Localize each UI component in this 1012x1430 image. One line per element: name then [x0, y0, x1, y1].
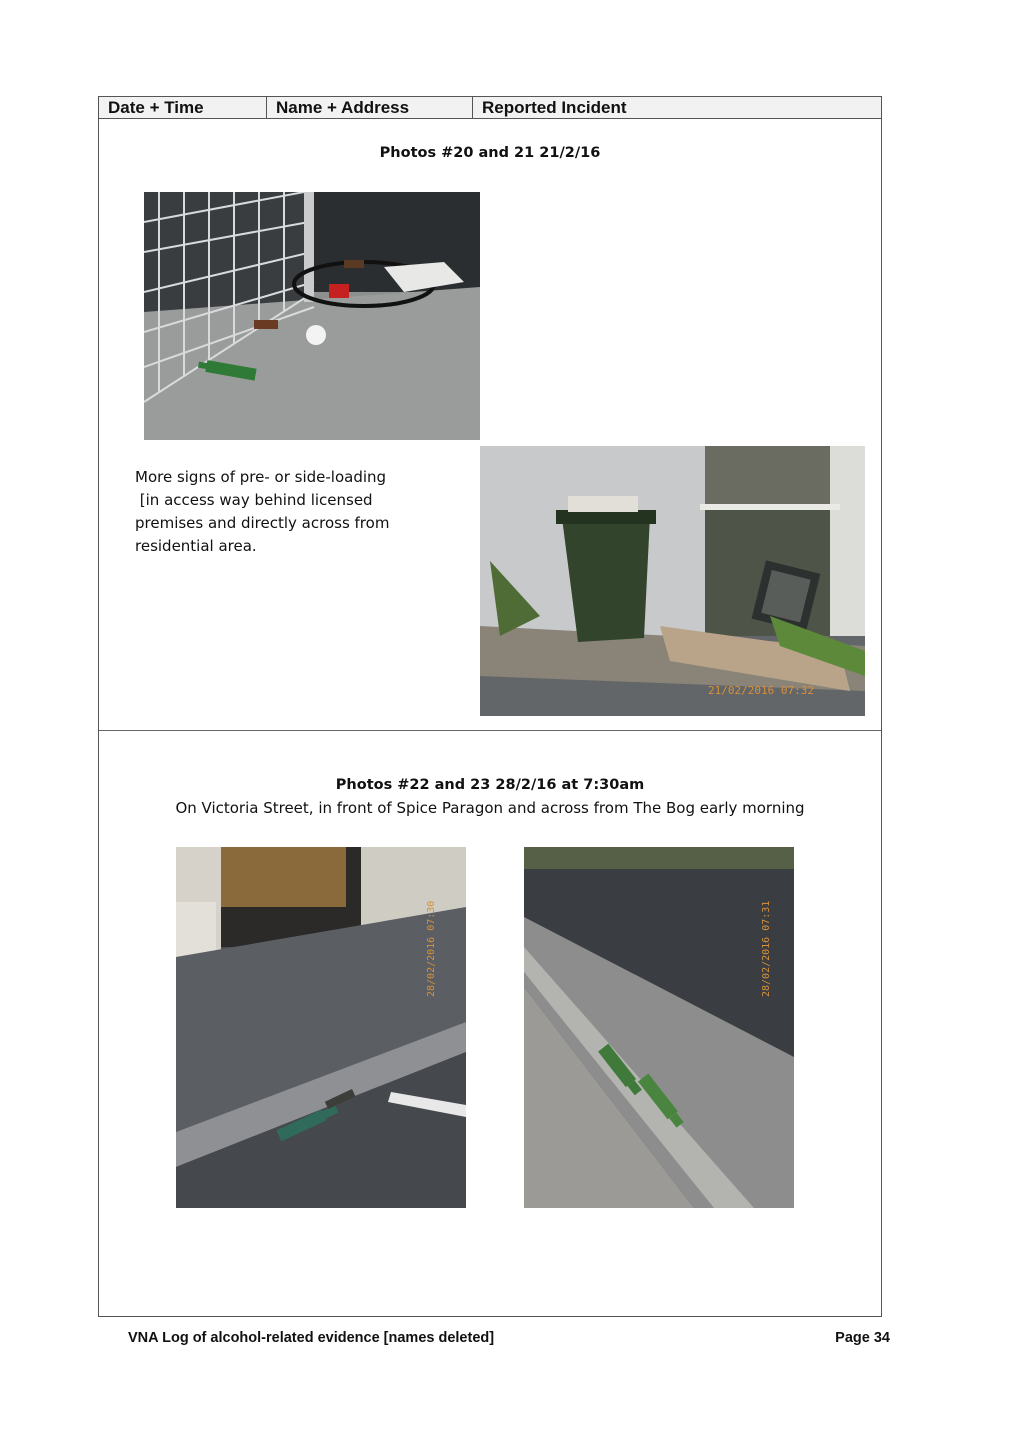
- photo-21: [480, 446, 865, 716]
- description-line: More signs of pre- or side-loading: [135, 468, 387, 486]
- photo-20: [144, 192, 480, 440]
- header-date-time: Date + Time: [99, 97, 267, 118]
- description-line: [in access way behind licensed: [135, 491, 373, 509]
- entry2-subtitle: On Victoria Street, in front of Spice Paragon and across from The Bog early morning: [175, 799, 805, 817]
- photo-22-timestamp: 28/02/2016 07:30: [426, 900, 437, 997]
- entry1-title: Photos #20 and 21 21/2/16: [379, 145, 601, 161]
- entry1-description: [135, 466, 465, 558]
- photo-21-timestamp: 21/02/2016 07:32: [708, 684, 814, 697]
- photo-23: [524, 847, 794, 1208]
- entry2-title: Photos #22 and 23 28/2/16 at 7:30am: [335, 777, 645, 793]
- header-reported-incident: Reported Incident: [482, 98, 627, 117]
- table-header: [99, 97, 881, 119]
- header-name-address: Name + Address: [267, 97, 473, 118]
- photo-22: [176, 847, 466, 1208]
- row-divider: [99, 730, 881, 731]
- page-number: Page 34: [835, 1330, 890, 1346]
- description-line: residential area.: [135, 537, 257, 555]
- description-line: premises and directly across from: [135, 514, 390, 532]
- photo-23-timestamp: 28/02/2016 07:31: [761, 900, 772, 997]
- footer-title: VNA Log of alcohol-related evidence [names deleted]: [128, 1330, 495, 1346]
